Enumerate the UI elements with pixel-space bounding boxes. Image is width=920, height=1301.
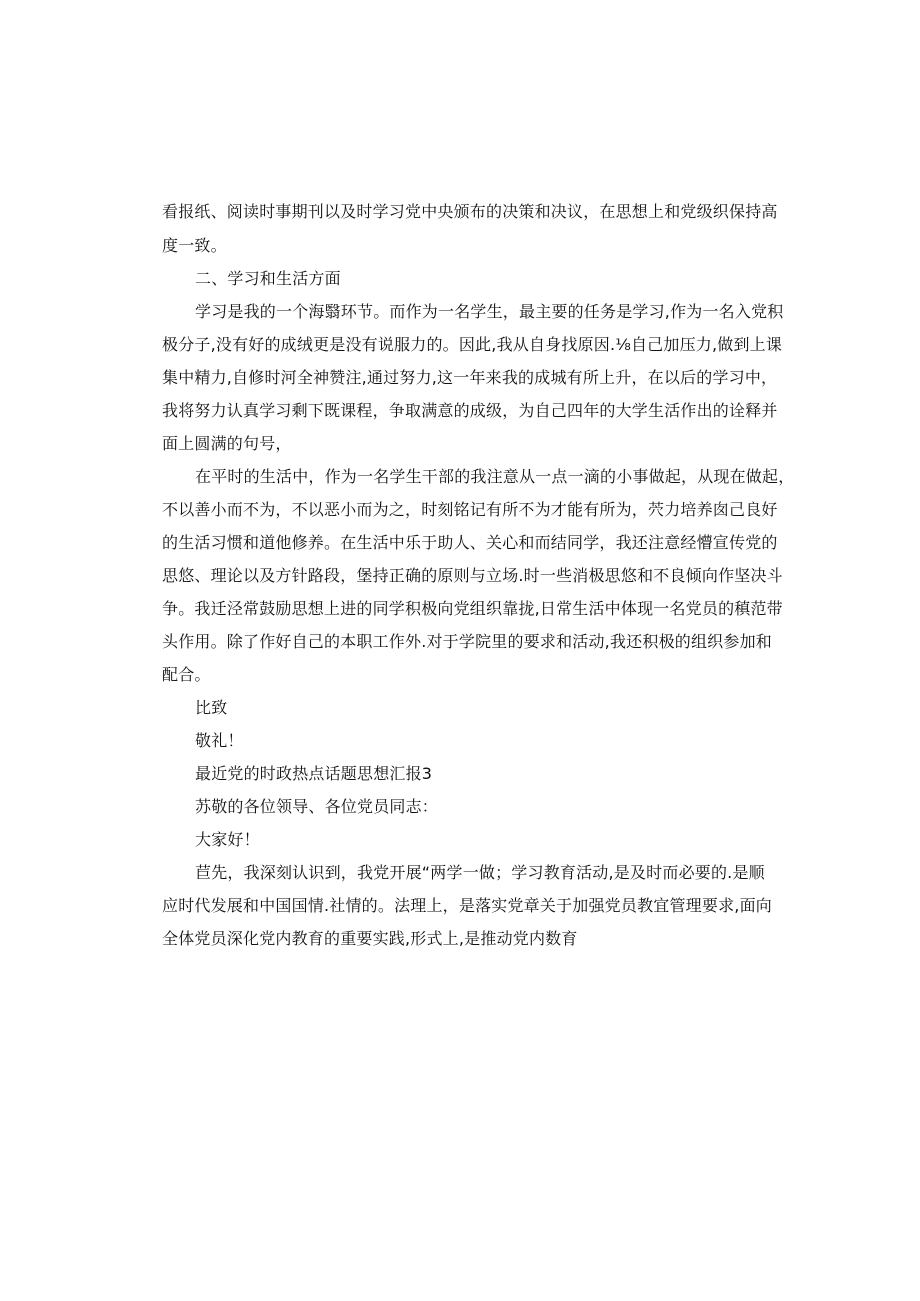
text-line: 集中精力,自修时河全神赞注,通过努力,这一年来我的成城有所上升，在以后的学习中， bbox=[162, 368, 778, 387]
text-line: 看报纸、阅读时事期刊以及时学习党中央颁布的决策和决议，在思想上和党级织保持高 bbox=[162, 202, 778, 221]
greeting: 大家好！ bbox=[195, 830, 260, 849]
report-title: 最近党的时政热点话题思想汇报3 bbox=[195, 764, 433, 783]
text-line: 我将努力认真学习剩下既课程，争取满意的成级，为自己四年的大学生活作出的诠释并 bbox=[162, 401, 778, 420]
text-line: 面上圆满的句号， bbox=[162, 434, 292, 453]
salutation: 苏敬的各位领导、各位党员同志： bbox=[195, 797, 439, 816]
text-line: 的生活习惯和道他修养。在生活中乐于助人、关心和而结同学，我还注意经懵宣传党的 bbox=[162, 533, 778, 552]
text-line: 应时代发展和中国国情.社情的。法理上，是落实党章关于加强党员教宜管理要求,面向 bbox=[162, 896, 772, 915]
closing-line: 比致 bbox=[195, 698, 228, 717]
text-line: 不以善小而不为，不以恶小而为之，时刻铭记有所不为才能有所为，茓力培养囱己良好 bbox=[162, 500, 778, 519]
text-line: 极分子,没有好的成绒更是没有说服力的。因此,我从自身找原因.⅛自己加压力,做到上课 bbox=[162, 335, 783, 354]
text-line: 度一致。 bbox=[162, 236, 227, 255]
section-heading: 二、学习和生活方面 bbox=[195, 269, 341, 288]
text-line: 苣先，我深刻认识到，我党开展“两学一做；学习教育活动,是及时而必要的.是顺 bbox=[195, 863, 765, 882]
text-line: 学习是我的一个海翳环节。而作为一名学生，最主要的任务是学习,作为一名入党积 bbox=[195, 302, 784, 321]
text-line: 争。我迁泾常鼓励思想上进的同学积极向党组织靠拢,日常生活中体现一名党员的稹范带 bbox=[162, 599, 783, 618]
text-line: 头作用。除了作好自己的本职工作外.对于学院里的要求和活动,我还积极的组织参加和 bbox=[162, 632, 772, 651]
text-line: 配合。 bbox=[162, 665, 211, 684]
closing-line: 敬礼！ bbox=[195, 731, 244, 750]
text-line: 在平时的生活中，作为一名学生干部的我注意从一点一滴的小事做起，从现在做起， bbox=[195, 467, 795, 486]
text-line: 全体党员深化党内教育的重要实践,形式上,是推动党内数育 bbox=[162, 929, 578, 948]
text-line: 思悠、理论以及方针路段，堡持正确的原则与立场.时一些消极思悠和不良倾向作坚决斗 bbox=[162, 566, 783, 585]
